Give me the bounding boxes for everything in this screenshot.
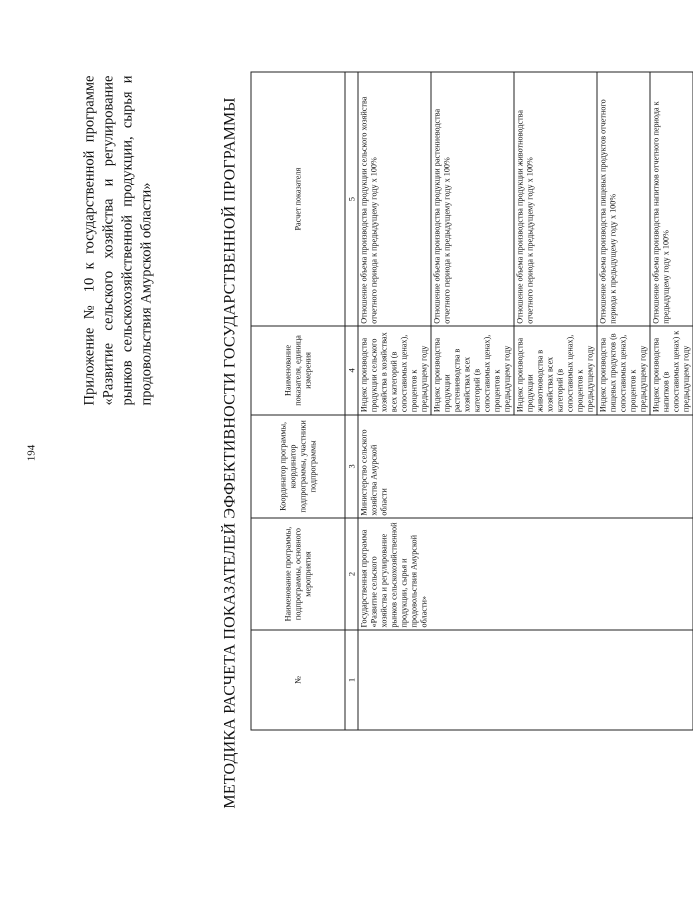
header-coordinator: Координатор программы, координатор подпрограммы, участники подпрограммы xyxy=(251,414,345,518)
column-number: 2 xyxy=(345,518,358,630)
column-number: 4 xyxy=(345,326,358,414)
header-program-name: Наименование программы, подпрограммы, основного мероприятия xyxy=(251,518,345,630)
calculation-cell: Отношение объема производства продукции сельского хозяйства отчетного периода к предыдущему году х 100% xyxy=(358,72,431,326)
column-number: 5 xyxy=(345,72,358,326)
indicator-cell: Индекс производства напитков (в сопоставимых ценах) к предыдущему году xyxy=(650,326,693,414)
indicators-table xyxy=(250,71,693,730)
header-calculation: Расчет показателя xyxy=(251,72,345,326)
calculation-cell: Отношение объема производства продукции растениеводства отчетного периода к предыдущему году х 100% xyxy=(431,72,514,326)
indicator-cell: Индекс производства продукции сельского хозяйства в хозяйствах всех категорий (в сопоставимых ценах), процентов к предыдущему году xyxy=(358,326,431,414)
indicator-cell: Индекс производства продукции животноводства в хозяйствах всех категорий (в сопоставимых ценах), процентов к предыдущему году xyxy=(514,326,597,414)
indicator-cell: Индекс производства продукции растениеводства в хозяйствах всех категорий (в сопоставимых ценах), процентов к предыдущему году xyxy=(431,326,514,414)
column-number: 1 xyxy=(345,629,358,729)
column-number: 3 xyxy=(345,414,358,518)
program-name-cell: Государственная программа «Развитие сельского хозяйства и регулирование рынков сельскохозяйственной продукции, сырья и продовольствия Амурской области» xyxy=(358,518,693,630)
header-number: № xyxy=(251,629,345,729)
indicator-cell: Индекс производства пищевых продуктов (в сопоставимых ценах), процентов к предыдущему году xyxy=(597,326,650,414)
page-number: 194 xyxy=(25,444,37,461)
calculation-cell: Отношение объема производства продукции животноводства отчетного периода к предыдущему году х 100% xyxy=(514,72,597,326)
document-title: МЕТОДИКА РАСЧЕТА ПОКАЗАТЕЛЕЙ ЭФФЕКТИВНОСТИ ГОСУДАРСТВЕННОЙ ПРОГРАММЫ xyxy=(221,96,238,809)
table-header-row xyxy=(251,72,345,730)
coordinator-cell: Министерство сельского хозяйства Амурской области xyxy=(358,414,693,518)
row-number-cell xyxy=(358,629,693,729)
calculation-cell: Отношение объема производства пищевых продуктов отчетного периода к предыдущему году х 100% xyxy=(597,72,650,326)
appendix-caption: Приложение № 10 к государственной программе «Развитие сельского хозяйства и регулирование рынков сельскохозяйственной продукции, сырья и продовольствия Амурской области» xyxy=(81,75,154,405)
table-row xyxy=(358,72,431,730)
column-numbers-row xyxy=(345,72,358,730)
header-indicator: Наименование показателя, единица измерения xyxy=(251,326,345,414)
calculation-cell: Отношение объема производства напитков отчетного периода к предыдущему году х 100% xyxy=(650,72,693,326)
